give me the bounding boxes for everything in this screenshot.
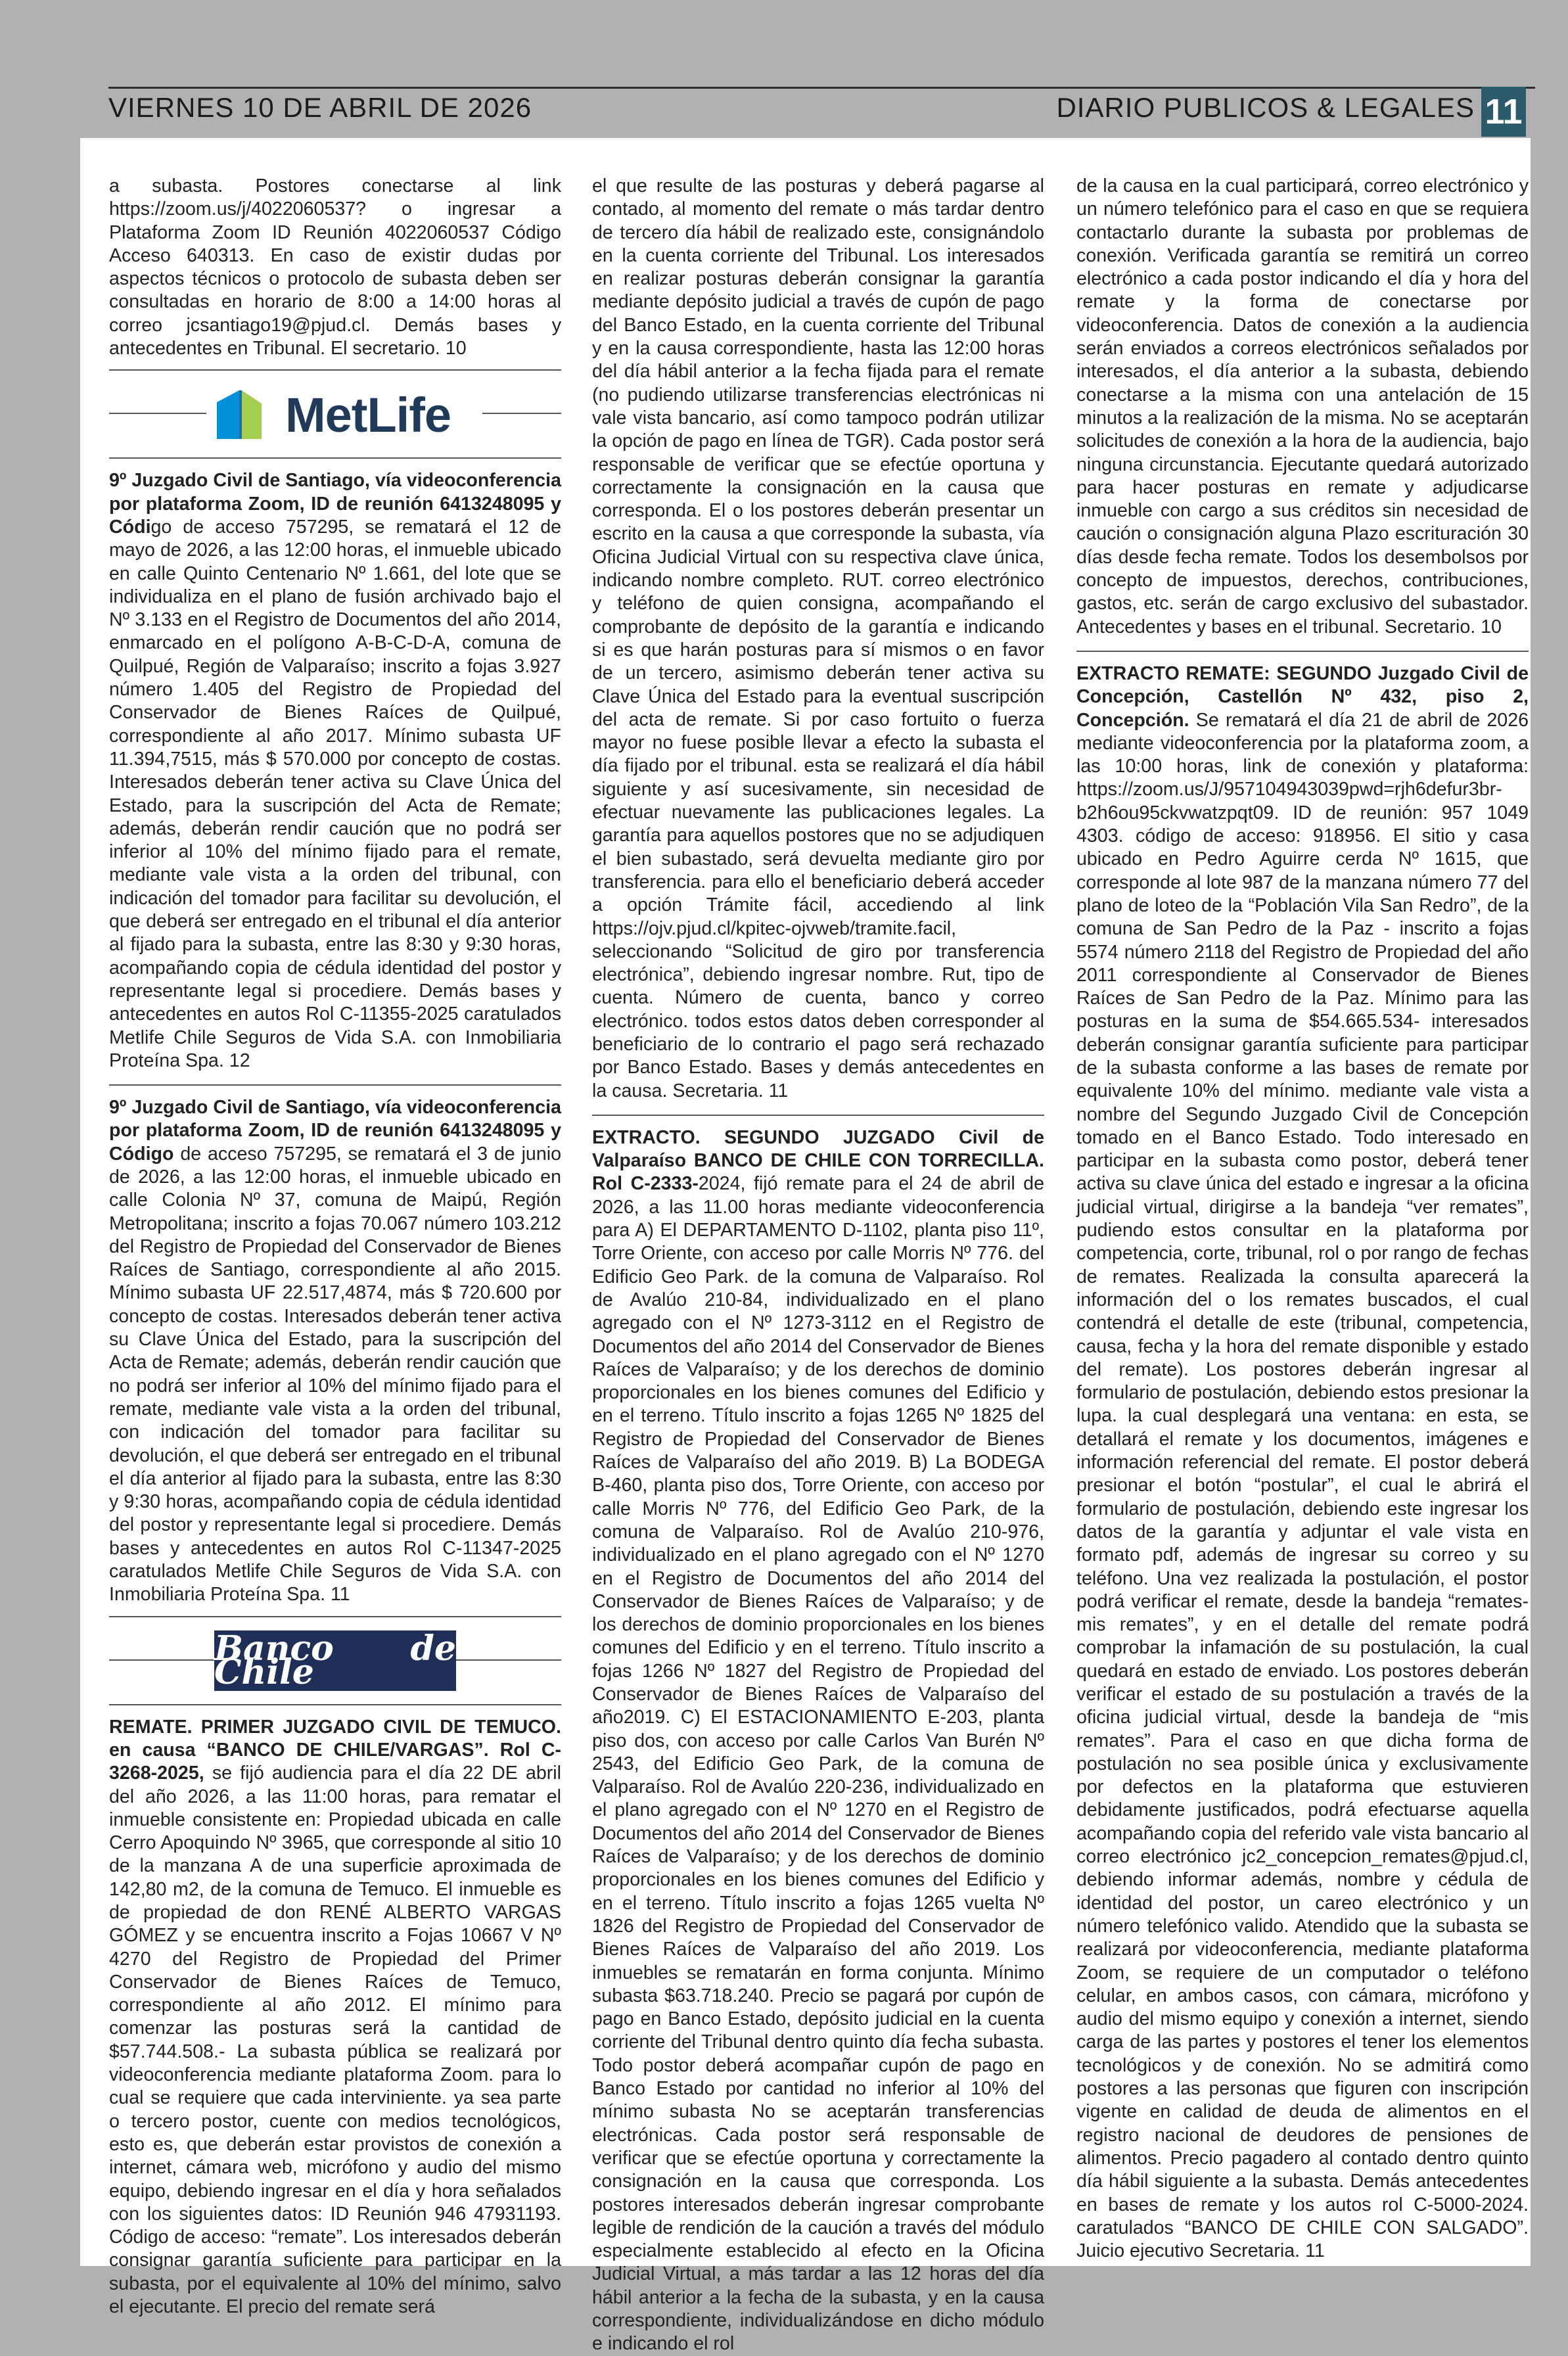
legal-notice-concepcion (1076, 662, 1529, 2263)
section-divider (1076, 651, 1529, 652)
notice-heading: REMATE. PRIMER JUZGADO CIVIL DE TEMUCO. en causa “BANCO DE CHILE/VARGAS”. Rol C-3268-2025, (109, 1716, 561, 1784)
column-3 (1076, 175, 1529, 2263)
metlife-wordmark: MetLife (285, 387, 451, 442)
legal-notice-metlife-1 (109, 469, 561, 1073)
notice-continuation: de la causa en la cual participará, correo electrónico y un número telefónico para el caso en que se requiera contactarlo durante la subasta por problemas de conexión. Verificada garantía se remitirá un correo electrónico a cada postor indicando el día y hora del remate y la forma de conectarse por videoconferencia. Datos de conexión a la audiencia serán enviados a correos electrónicos señalados por interesados, el día anterior a la subasta, debiendo conectarse a la misma con una antelación de 15 minutos a la realización de la misma. No se aceptarán solicitudes de conexión a la hora de la audiencia, bajo ninguna circunstancia. Ejecutante quedará autorizado para hacer posturas en remate y adjudicarse inmueble con cargo a sus créditos sin necesidad de caución o consignación alguna Plazo escrituración 30 días desde fecha remate. Todos los desembolsos por concepto de impuestos, derechos, contribuciones, gastos, etc. serán de cargo exclusivo del subastador. Antecedentes y bases en el tribunal. Secretario. 10 (1076, 175, 1529, 637)
notice-continuation: el que resulte de las posturas y deberá pagarse al contado, al momento del remate o más tardar dentro de tercero día hábil de realizado este, consignándolo en la cuenta corriente del Tribunal. Los interesados en realizar posturas deberán consignar la garantía mediante depósito judicial a través de cupón de pago del Banco Estado, en la cuenta corriente del Tribunal y en la causa correspondiente, hasta las 12:00 horas del día hábil anterior a la fecha fijada para el remate (no pudiendo utilizarse transferencias electrónicas ni vale vista bancario, así como tampoco podrán utilizar la opción de pago en línea de TGR). Cada postor será responsable de verificar que se efectúe oportuna y correctamente la consignación en la causa que corresponda. El o los postores deberán presentar un escrito en la causa a que corresponde la subasta, vía Oficina Judicial Virtual con su respectiva clave única, indicando nombre completo. RUT. correo electrónico y teléfono de quien consigna, acompañando el comprobante de depósito de la garantía e indicando si es que harán posturas para sí mismos o en favor de un tercero, asimismo deberán tener activa su Clave Única del Estado para la eventual suscripción del acta de remate. Si por caso fortuito o fuerza mayor no fuese posible llevar a efecto la subasta el día fijado por el tribunal. esta se realizará el día hábil siguiente y así sucesivamente, sin necesidad de efectuar nuevamente las publicaciones legales. La garantía para aquellos postores que no se adjudiquen el bien subastado, será devuelta mediante giro por transferencia. para ello el beneficiario deberá acceder a opción Trámite fácil, accediendo al link https://ojv.pjud.cl/kpitec-ojvweb/tramite.facil, seleccionando “Solicitud de giro por transferencia electrónica”, debiendo ingresar nombre. Rut, tipo de cuenta. Número de cuenta, banco y correo electrónico. todos estos datos deben corresponder al beneficiario de lo contrario el pago será rechazado por Banco Estado. Bases y demás antecedentes en la causa. Secretaria. 11 (592, 175, 1044, 1101)
metlife-symbol-icon (213, 386, 276, 443)
notice-heading: EXTRACTO REMATE: SEGUNDO Juzgado Civil de Concepción, Castellón Nº 432, piso 2, Concepción. (1076, 662, 1529, 731)
legal-notice-metlife-2 (109, 1096, 561, 1607)
header-rule (108, 87, 1535, 89)
publication-title: DIARIO PUBLICOS & LEGALES (1056, 92, 1475, 123)
notice-continuation: a subasta. Postores conectarse al link https://zoom.us/j/4022060537? o ingresar a Plataforma Zoom ID Reunión 4022060537 Código Acceso 640313. En caso de existir dudas por aspectos técnicos o protocolo de subasta deben ser consultadas en horario de 8:00 a 14:00 horas al correo jcsantiago19@pjud.cl. Demás bases y antecedentes en Tribunal. El secretario. 10 (109, 175, 561, 359)
legal-notice-valparaiso (592, 1126, 1044, 2356)
column-1 (109, 175, 561, 2319)
notice-body: se fijó audiencia para el día 22 DE abril del año 2026, a las 11:00 horas, para rematar el inmueble consistente en: Propiedad ubicada en calle Cerro Apoquindo Nº 3965, que corresponde al sitio 10 de la manzana A de una superficie aproximada de 142,80 m2, de la comuna de Temuco. El inmueble es de propiedad de don RENÉ ALBERTO VARGAS GÓMEZ y se encuentra inscrito a Fojas 10667 V Nº 4270 del Registro de Propiedad del Primer Conservador de Bienes Raíces de Temuco, correspondiente al año 2012. El mínimo para comenzar las posturas será la cantidad de $57.744.508.- La subasta pública se realizará por videoconferencia mediante plataforma Zoom. para lo cual se requiere que cada interviniente. ya sea parte o tercero postor, cuente con medios tecnológicos, esto es, que deberán estar provistos de conexión a internet, cámara web, micrófono y audio del mismo equipo, debiendo ingresar en el día y hora señalados con los siguientes datos: ID Reunión 946 47931193. Código de acceso: “remate”. Los interesados deberán consignar garantía suficiente para participar en la subasta, por el equivalente al 10% del mínimo, salvo el ejecutante. El precio del remate será (109, 1763, 561, 2318)
notice-heading: 9º Juzgado Civil de Santiago, vía videoconferencia por plataforma Zoom, ID de reunión 6413248095 y Códi (109, 470, 561, 538)
notice-body: 2024, fijó remate para el 24 de abril de 2026, a las 11.00 horas mediante videoconferencia para A) El DEPARTAMENTO D-1102, planta piso 11º, Torre Oriente, con acceso por calle Morris Nº 776. del Edificio Geo Park. de la comuna de Valparaíso. Rol de Avalúo 210-84, individualizado en el plano agregado con el Nº 1273-3112 en el Registro de Documentos del año 2014 del Conservador de Bienes Raíces de Valparaíso; y de los derechos de dominio proporcionales en los bienes comunes del Edificio y en el terreno. Título inscrito a fojas 1265 Nº 1825 del Registro de Propiedad del Conservador de Bienes Raíces de Valparaíso del año 2019. B) La BODEGA B-460, planta piso dos, Torre Oriente, con acceso por calle Morris Nº 776, del Edificio Geo Park, de la comuna de Valparaíso. Rol de Avalúo 210-976, individualizado en el plano agregado con el Nº 1270 en el Registro de Documentos del año 2014 del Conservador de Bienes Raíces de Valparaíso; y de los derechos de dominio proporcionales en los bienes comunes del Edificio y en el terreno. Título inscrito a fojas 1266 Nº 1827 del Registro de Propiedad del Conservador de Bienes Raíces de Valparaíso del año2019. C) El ESTACIONAMIENTO E-203, planta piso dos, con acceso por calle Carlos Van Burén Nº 2543, del Edificio Geo Park, de la comuna de Valparaíso. Rol de Avalúo 220-236, individualizado en el plano agregado con el Nº 1270 en el Registro de Documentos del año 2014 del Conservador de Bienes Raíces de Valparaíso; y de los derechos de dominio proporcionales en los bienes comunes del Edificio y en el terreno. Título inscrito a fojas 1265 vuelta Nº 1826 del Registro de Propiedad del Conservador de Bienes Raíces de Valparaíso del año 2019. Los inmuebles se rematarán en forma conjunta. Mínimo subasta $63.718.240. Precio se pagará por cupón de pago en Banco Estado, depósito judicial en la cuenta corriente del Tribunal dentro quinto día fecha subasta. Todo postor deberá acompañar cupón de pago en Banco Estado por cantidad no inferior al 10% del mínimo subasta No se aceptarán transferencias electrónicas. Cada postor será responsable de verificar que se efectúe oportuna y correctamente la consignación en la causa que corresponda. Los postores interesados deberán ingresar comprobante legible de rendición de la caución a través del módulo especialmente establecido al efecto en la Oficina Judicial Virtual, a más tardar a las 12 horas del día hábil anterior a la fecha de la subasta, y en la causa correspondiente, individualizándose en dicho módulo e indicando el rol (592, 1173, 1044, 2355)
banco-de-chile-logo-banner (109, 1616, 561, 1705)
notice-body: de acceso 757295, se rematará el 3 de junio de 2026, a las 12:00 horas, el inmueble ubicado en calle Colonia Nº 37, comuna de Maipú, Región Metropolitana; inscrito a fojas 70.067 número 103.212 del Registro de Propiedad del Conservador de Bienes Raíces de Santiago, correspondiente al año 2015. Mínimo subasta UF 22.517,4874, más $ 720.600 por concepto de costas. Interesados deberán tener activa su Clave Única del Estado, para la suscripción del Acta de Remate; además, deberán rendir caución que no podrá ser inferior al 10% del mínimo fijado para el remate, mediante vale vista a la orden del tribunal, con indicación del tomador para facilitar su devolución, el que deberá ser entregado en el tribunal el día anterior al fijado para la subasta, entre las 8:30 y 9:30 horas, acompañando copia de cédula identidad del postor y representante legal si procediere. Demás bases y antecedentes en autos Rol C-11347-2025 caratulados Metlife Chile Seguros de Vida S.A. con Inmobiliaria Proteína Spa. 11 (109, 1143, 561, 1605)
column-2 (592, 175, 1044, 2356)
legal-notice-temuco (109, 1716, 561, 2319)
notice-body: go de acceso 757295, se rematará el 12 de mayo de 2026, a las 12:00 horas, el inmueble ubicado en calle Quinto Centenario Nº 1.661, del lote que se individualiza en el plano de fusión archivado bajo el Nº 3.133 en el Registro de Documentos del año 2014, enmarcado en el polígono A-B-C-D-A, comuna de Quilpué, Región de Valparaíso; inscrito a fojas 3.927 número 1.405 del Registro de Propiedad del Conservador de Bienes Raíces de Quilpué, correspondiente al año 2017. Mínimo subasta UF 11.394,7515, más $ 570.000 por concepto de costas. Interesados deberán tener activa su Clave Única del Estado, para la suscripción del Acta de Remate; además, deberán rendir caución que no podrá ser inferior al 10% del mínimo fijado para el remate, mediante vale vista a la orden del tribunal, con indicación del tomador para facilitar su devolución, el que deberá ser entregado en el tribunal el día anterior al fijado para la subasta, entre las 8:30 y 9:30 horas, acompañando copia de cédula identidad del postor y representante legal si procediere. Demás bases y antecedentes en autos Rol C-11355-2025 caratulados Metlife Chile Seguros de Vida S.A. con Inmobiliaria Proteína Spa. 12 (109, 516, 561, 1071)
metlife-logo-banner (109, 369, 561, 459)
section-divider (592, 1115, 1044, 1116)
banco-wordmark: Banco de Chile (214, 1628, 456, 1692)
banco-de-chile-logo (214, 1630, 456, 1691)
notice-body: Se rematará el día 21 de abril de 2026 mediante videoconferencia por la plataforma zoom, a las 10:00 horas, link de conexión y plataforma: https://zoom.us/J/957104943039pwd=rjh6defur3br-b2h6ou95ckvwatzpqt09. ID de reunión: 957 1049 4303. código de acceso: 918956. El sitio y casa ubicado en Pedro Aguirre cerda Nº 1615, que corresponde al lote 987 de la manzana número 77 del plano de loteo de la “Población Vila San Redro”, de la comuna de San Pedro de la Paz - inscrito a fojas 5574 número 2118 del Registro de Propiedad del año 2011 correspondiente al Conservador de Bienes Raíces de San Pedro de la Paz. Mínimo para las posturas en la suma de $54.665.534- interesados deberán consignar garantía suficiente para participar de la subasta conforme a las bases de remate por equivalente 10% del mínimo. mediante vale vista a nombre del Segundo Juzgado Civil de Concepción tomado en el Banco Estado. Todo interesado en participar en la subasta como postor, deberá tener activa su clave única del estado e ingresar a la oficina judicial virtual, dirigirse a la bandeja “ver remates”, pudiendo estos consultar en la plataforma por competencia, corte, tribunal, rol o por rango de fechas de remates. Realizada la consulta aparecerá la información del o los remates buscados, el cual contendrá el detalle de este (tribunal, competencia, causa, fecha y la hora del remate disponible y estado del remate). Los postores deberán ingresar al formulario de postulación, debiendo estos presionar la lupa. la cual desplegará una ventana: en esta, se detallará el remate y los documentos, imágenes e información referencial del remate. El postor deberá presionar el botón “postular”, el cual le abrirá el formulario de postulación, debiendo este ingresar los datos de la garantía y adjuntar el vale vista en formato pdf, además de ingresar su correo y su teléfono. Una vez realizada la postulación, el postor podrá verificar el remate, desde la bandeja “remates-mis remates”, y en el detalle del remate podrá comprobar la infamación de su postulación, la cual quedará en estado de enviado. Los postores deberán verificar el estado de su postulación a través de la oficina judicial virtual, desde la bandeja de “mis remates”. Para el caso en que dicha forma de postulación no sea posible única y exclusivamente por defectos en la plataforma que estuvieren debidamente justificados, podrá efectuarse aquella acompañando copia del referido vale vista bancario al correo electrónico jc2_concepcion_remates@pjud.cl, debiendo informar además, nombre y cédula de identidad del postor, un careo electrónico y un número telefónico valido. Atendido que la subasta se realizará por videoconferencia, mediante plataforma Zoom, se requiere de un computador o teléfono celular, en ambos casos, con cámara, micrófono y audio del mismo equipo y conexión a internet, siendo carga de las partes y postores el tener los elementos tecnológicos y de conexión. No se admitirá como postores a las personas que figuren con inscripción vigente en calidad de deuda de alimentos en el registro nacional de deudores de pensiones de alimentos. Precio pagadero al contado dentro quinto día hábil siguiente a la subasta. Demás antecedentes en bases de remate y los autos rol C-5000-2024. caratulados “BANCO DE CHILE CON SALGADO”. Juicio ejecutivo Secretaria. 11 (1076, 709, 1529, 2262)
section-divider (109, 1084, 561, 1086)
notice-heading: EXTRACTO. SEGUNDO JUZGADO Civil de Valparaíso BANCO DE CHILE CON TORRECILLA. Rol C-2333- (592, 1126, 1044, 1195)
issue-date: VIERNES 10 DE ABRIL DE 2026 (108, 92, 532, 123)
notice-heading: 9º Juzgado Civil de Santiago, vía videoconferencia por plataforma Zoom, ID de reunión 6413248095 y Código (109, 1097, 561, 1165)
page-number-badge: 11 (1481, 87, 1526, 137)
metlife-logo (206, 385, 482, 444)
